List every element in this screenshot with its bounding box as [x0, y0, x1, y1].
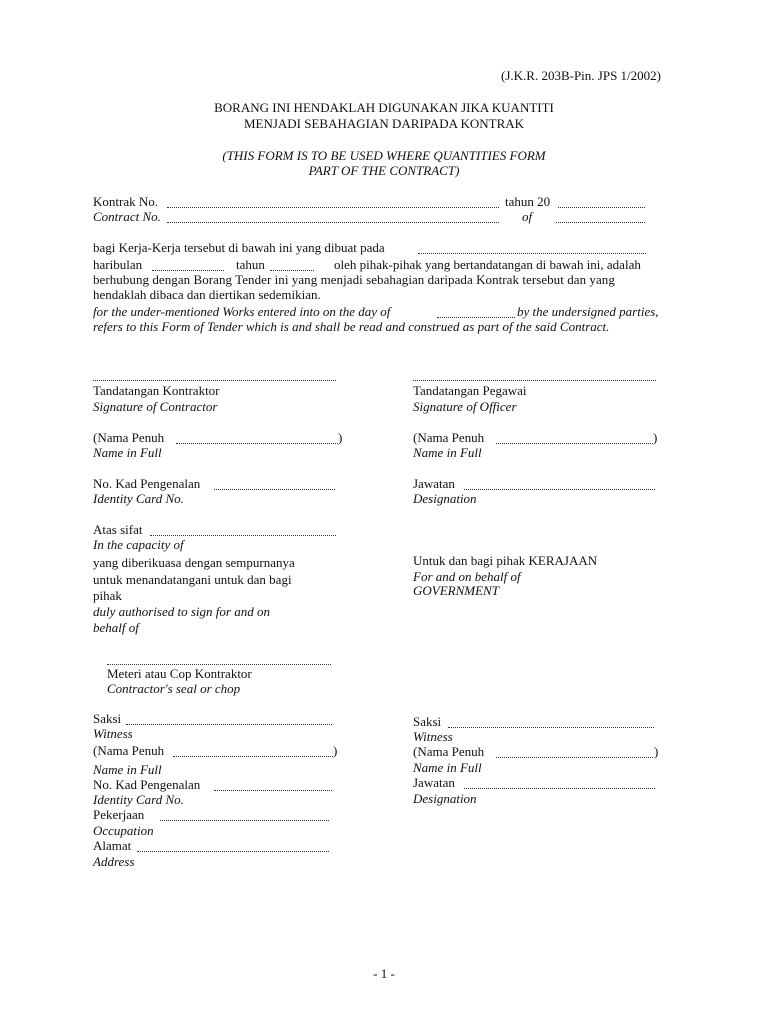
officer-designation-label-en: Designation: [413, 491, 477, 506]
officer-witness-label-en: Witness: [413, 729, 453, 744]
contractor-witness-address-label: Alamat: [93, 838, 132, 853]
body-line-2a: haribulan: [93, 257, 143, 272]
officer-witness-designation-label: Jawatan: [413, 775, 455, 790]
body-en-line-1b: by the undersigned parties,: [517, 304, 659, 319]
contract-no-label: Kontrak No.: [93, 194, 158, 209]
contractor-name-close: ): [338, 430, 343, 445]
contractor-witness-ic-label: No. Kad Pengenalan: [93, 777, 201, 792]
body-line-2c: oleh pihak-pihak yang bertandatangan di bawah ini, adalah: [334, 257, 641, 272]
officer-witness-designation-label-en: Designation: [413, 791, 477, 806]
contractor-seal-label-en: Contractor's seal or chop: [107, 681, 241, 696]
contractor-witness-occupation-label: Pekerjaan: [93, 807, 145, 822]
body-en-line-1a: for the under-mentioned Works entered into on the day of: [93, 304, 391, 319]
form-reference: (J.K.R. 203B-Pin. JPS 1/2002): [501, 68, 661, 83]
page-number: - 1 -: [373, 966, 395, 981]
body-en-line-2: refers to this Form of Tender which is and shall be read and construed as part of the said Contract.: [93, 319, 610, 334]
contractor-signature-label-en: Signature of Contractor: [93, 399, 218, 414]
body-line-3: berhubung dengan Borang Tender ini yang menjadi sebahagian daripada Kontrak tersebut dan yang: [93, 272, 615, 287]
government-behalf-label: Untuk dan bagi pihak KERAJAAN: [413, 553, 598, 568]
contract-no-field[interactable]: [167, 196, 499, 208]
officer-designation-label: Jawatan: [413, 476, 455, 491]
authorised-line-1: yang diberikuasa dengan sempurnanya: [93, 555, 295, 570]
contract-no-label-en: Contract No.: [93, 209, 161, 224]
contractor-name-field[interactable]: [176, 432, 338, 444]
contractor-witness-address-label-en: Address: [93, 854, 135, 869]
authorised-line-3: pihak: [93, 588, 122, 603]
officer-signature-label-en: Signature of Officer: [413, 399, 517, 414]
contractor-witness-label: Saksi: [93, 711, 122, 726]
contractor-ic-label-en: Identity Card No.: [93, 491, 184, 506]
contractor-signature-field[interactable]: [93, 369, 336, 381]
officer-name-close: ): [653, 430, 658, 445]
body-line-4: hendaklah dibaca dan diertikan sedemikian.: [93, 287, 321, 302]
capacity-field[interactable]: [150, 524, 336, 536]
heading-line-2: MENJADI SEBAHAGIAN DARIPADA KONTRAK: [243, 116, 525, 131]
contractor-witness-occupation-label-en: Occupation: [93, 823, 154, 838]
officer-name-label: (Nama Penuh: [413, 430, 485, 445]
contractor-witness-ic-field[interactable]: [214, 779, 332, 791]
contractor-name-label: (Nama Penuh: [93, 430, 165, 445]
day-month-field[interactable]: [152, 259, 224, 271]
officer-witness-field[interactable]: [448, 716, 654, 728]
day-of-field[interactable]: [437, 306, 515, 318]
government-behalf-en-line-1: For and on behalf of: [413, 569, 521, 584]
contractor-witness-label-en: Witness: [93, 726, 133, 741]
authorised-line-2: untuk menandatangani untuk dan bagi: [93, 572, 292, 587]
date-made-field[interactable]: [418, 242, 646, 254]
year-label: tahun 20: [505, 194, 551, 209]
contractor-ic-label: No. Kad Pengenalan: [93, 476, 201, 491]
officer-name-label-en: Name in Full: [413, 445, 482, 460]
contractor-signature-label: Tandatangan Kontraktor: [93, 383, 220, 398]
heading-en-line-1: (THIS FORM IS TO BE USED WHERE QUANTITIES FORM: [222, 148, 546, 163]
officer-witness-name-label-en: Name in Full: [413, 760, 482, 775]
officer-signature-label: Tandatangan Pegawai: [413, 383, 527, 398]
government-behalf-en-line-2: GOVERNMENT: [413, 583, 499, 598]
contractor-witness-name-field[interactable]: [173, 745, 333, 757]
authorised-en-line-2: behalf of: [93, 620, 139, 635]
authorised-en-line-1: duly authorised to sign for and on: [93, 604, 270, 619]
officer-signature-field[interactable]: [413, 369, 656, 381]
contractor-ic-field[interactable]: [214, 478, 335, 490]
officer-witness-label: Saksi: [413, 714, 442, 729]
heading-line-1: BORANG INI HENDAKLAH DIGUNAKAN JIKA KUANTITI: [214, 100, 554, 115]
of-label: of: [522, 209, 533, 224]
contractor-witness-name-label-en: Name in Full: [93, 762, 162, 777]
body-line-1: bagi Kerja-Kerja tersebut di bawah ini yang dibuat pada: [93, 240, 385, 255]
body-line-2b: tahun: [236, 257, 265, 272]
contractor-witness-field[interactable]: [126, 713, 332, 725]
contractor-witness-name-label: (Nama Penuh: [93, 743, 165, 758]
officer-name-field[interactable]: [496, 432, 653, 444]
contractor-witness-name-close: ): [333, 743, 338, 758]
capacity-label-en: In the capacity of: [93, 537, 184, 552]
contractor-witness-occupation-field[interactable]: [160, 809, 329, 821]
year-made-field[interactable]: [270, 259, 314, 271]
contractor-seal-field[interactable]: [107, 653, 331, 665]
contract-no-field-en[interactable]: [167, 211, 499, 223]
officer-witness-name-label: (Nama Penuh: [413, 744, 485, 759]
capacity-label: Atas sifat: [93, 522, 143, 537]
officer-designation-field[interactable]: [464, 478, 655, 490]
contractor-witness-address-field[interactable]: [137, 840, 329, 852]
officer-witness-name-close: ): [654, 744, 659, 759]
year-field[interactable]: [558, 196, 645, 208]
officer-witness-designation-field[interactable]: [464, 777, 655, 789]
of-field[interactable]: [556, 211, 645, 223]
contractor-witness-ic-label-en: Identity Card No.: [93, 792, 184, 807]
contractor-seal-label: Meteri atau Cop Kontraktor: [107, 666, 252, 681]
heading-en-line-2: PART OF THE CONTRACT): [308, 163, 460, 178]
contractor-name-label-en: Name in Full: [93, 445, 162, 460]
officer-witness-name-field[interactable]: [496, 746, 653, 758]
